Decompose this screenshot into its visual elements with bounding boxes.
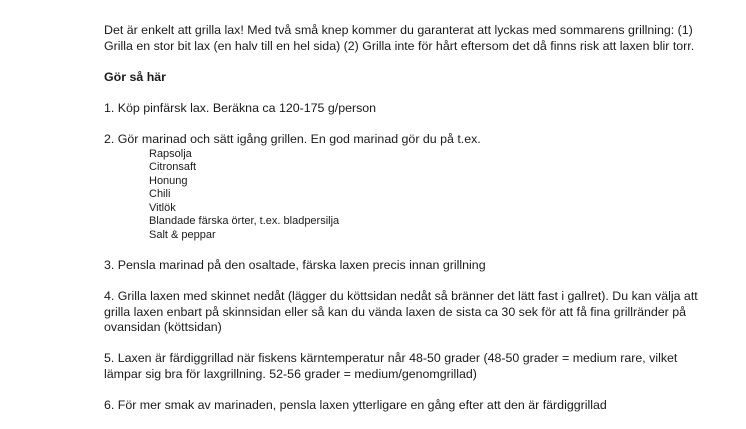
- step-6: 6. För mer smak av marinaden, pensla laxen ytterligare en gång efter att den är färdiggrillad: [104, 398, 607, 413]
- step-1: 1. Köp pinfärsk lax. Beräkna ca 120-175 g/person: [104, 100, 377, 115]
- ingredient-item: Rapsolja: [149, 147, 192, 160]
- ingredient-item: Chili: [149, 188, 171, 201]
- document-page: [104, 23, 704, 429]
- step-2-text: 2. Gör marinad och sätt igång grillen. En god marinad gör du på t.ex.: [104, 132, 481, 147]
- step-4: 4. Grilla laxen med skinnet nedåt (lägger du köttsidan nedåt så bränner det lätt fast i gallret). Du kan välja att grilla laxen enbart på skinnsidan eller så kan du vända laxen de sista ca 30 sek för att få fina grillränder på ovansidan (köttsidan): [104, 289, 698, 335]
- ingredient-item: Salt & peppar: [149, 228, 216, 241]
- step-5: 5. Laxen är färdiggrillad när fiskens kärntemperatur når 48-50 grader (48-50 grader = medium rare, vilket lämpar sig bra för laxgrillning. 52-56 grader = medium/genomgrillad): [104, 351, 678, 381]
- ingredient-list: [104, 148, 704, 243]
- intro-paragraph: Det är enkelt att grilla lax! Med två små knep kommer du garanterat att lyckas med sommarens grillning: (1) Grilla en stor bit lax (en halv till en hel sida) (2) Grilla inte för hårt eftersom det då finns risk att laxen blir torr.: [104, 23, 695, 53]
- ingredient-item: Blandade färska örter, t.ex. bladpersilja: [149, 215, 340, 228]
- ingredient-item: Citronsaft: [149, 161, 197, 174]
- section-heading: Gör så här: [104, 69, 166, 84]
- ingredient-item: Vitlök: [149, 201, 176, 214]
- step-3: 3. Pensla marinad på den osaltade, färska laxen precis innan grillning: [104, 257, 486, 272]
- step-2: [104, 132, 704, 242]
- ingredient-item: Honung: [149, 174, 188, 187]
